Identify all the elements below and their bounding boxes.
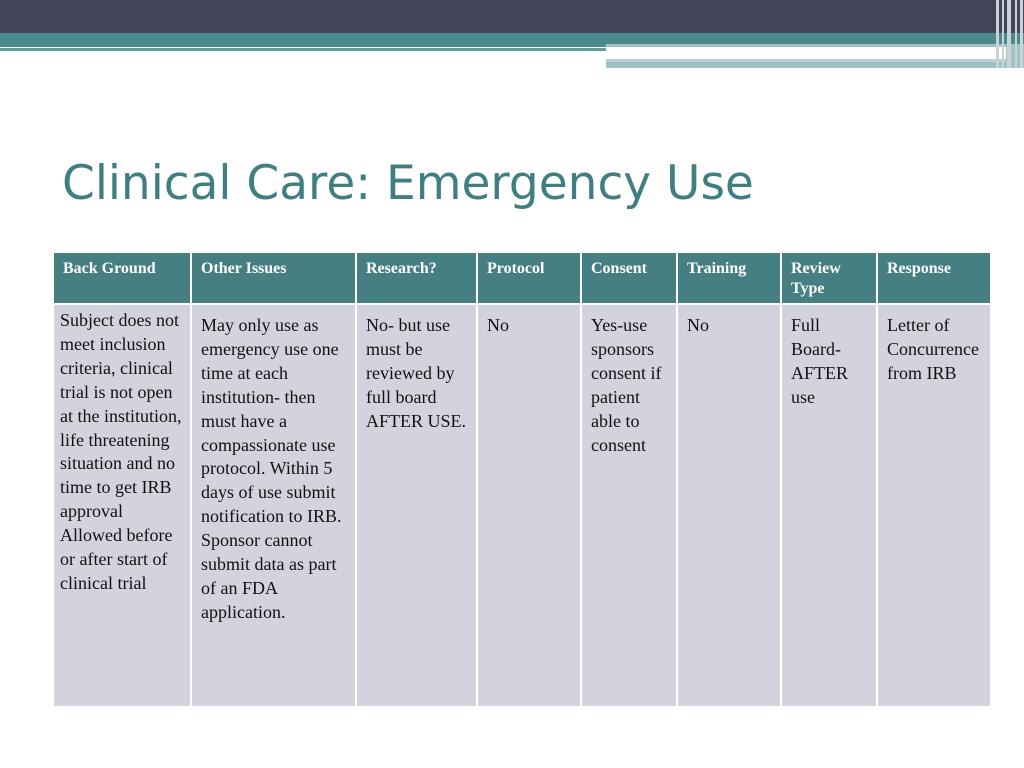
column-header: Other Issues bbox=[191, 252, 356, 304]
column-header: Review Type bbox=[781, 252, 877, 304]
column-header: Consent bbox=[581, 252, 677, 304]
table-cell: No bbox=[677, 304, 781, 707]
column-header: Training bbox=[677, 252, 781, 304]
header-band bbox=[0, 0, 1024, 33]
table-cell: May only use as emergency use one time at each institution- then must have a compassionate use protocol. Within 5 days of use submit notification to IRB. Sponsor cannot submit data as part of an FDA application. bbox=[191, 304, 356, 707]
table-header-row bbox=[53, 252, 991, 304]
column-header: Response bbox=[877, 252, 991, 304]
column-header: Research? bbox=[356, 252, 477, 304]
table-cell: No- but use must be reviewed by full board AFTER USE. bbox=[356, 304, 477, 707]
column-header: Protocol bbox=[477, 252, 581, 304]
vertical-bars-decoration bbox=[994, 0, 1024, 68]
table-cell: Subject does not meet inclusion criteria, clinical trial is not open at the institution, life threatening situation and no time to get IRB approval Allowed before or after start of clinical trial bbox=[53, 304, 191, 707]
accent-decoration-line bbox=[606, 59, 1006, 62]
table-cell: Letter of Concurrence from IRB bbox=[877, 304, 991, 707]
table-cell: Yes-use sponsors consent if patient able to consent bbox=[581, 304, 677, 707]
column-header: Back Ground bbox=[53, 252, 191, 304]
accent-line bbox=[0, 48, 606, 51]
accent-decoration-highlight bbox=[826, 55, 951, 58]
table-row bbox=[53, 304, 991, 707]
emergency-use-table bbox=[52, 251, 992, 708]
table-cell: No bbox=[477, 304, 581, 707]
table-cell: Full Board- AFTER use bbox=[781, 304, 877, 707]
slide-title: Clinical Care: Emergency Use bbox=[62, 156, 754, 211]
